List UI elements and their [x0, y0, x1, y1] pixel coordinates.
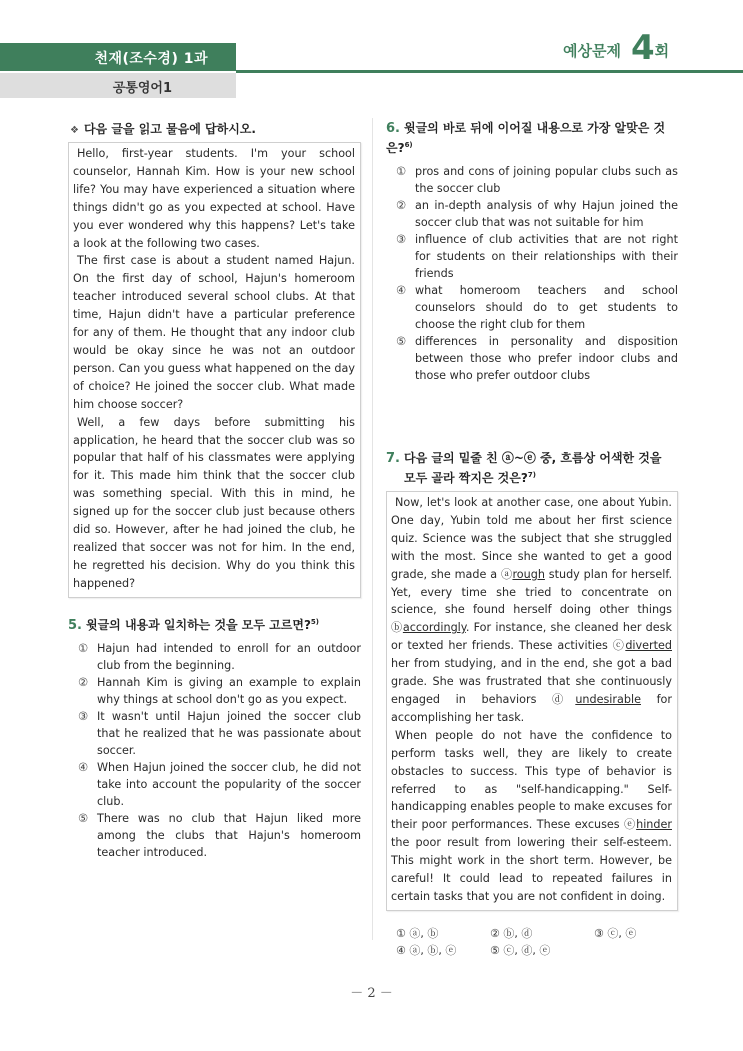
question-5-title	[68, 614, 361, 634]
option-text: pros and cons of joining popular clubs such as the soccer club	[415, 165, 678, 195]
page-number: － 2 －	[350, 986, 393, 1001]
option-item[interactable]	[78, 708, 361, 759]
option-item[interactable]	[396, 231, 678, 282]
option-item[interactable]	[78, 674, 361, 708]
subject-label: 공통영어1	[112, 81, 172, 96]
question-7-passage	[386, 491, 678, 911]
option-text: When Hajun joined the soccer club, he did not take into account the popularity of the soccer club.	[97, 760, 361, 808]
question-5-options	[68, 640, 361, 861]
passage-paragraph: The first case is about a student named Hajun. On the first day of school, Hajun's homeroom teacher introduced several school clubs. At that time, Hajun didn't have a particular preference for any of them. He thought that any indoor club would be okay since he was not an outdoor person. Can you guess what happened on the day of choice? He joined the soccer club. What made him choose soccer?	[73, 254, 355, 411]
option-marker: ②	[396, 199, 407, 212]
passage-paragraph: Hello, first-year students. I'm your school counselor, Hannah Kim. How is your new school life? You may have experienced a situation where things didn't go as you expected at school. Have you ever wondered why this happens? Let's take a look at the following two cases.	[73, 147, 355, 250]
option-marker: ①	[396, 165, 407, 178]
passage-paragraph: Well, a few days before submitting his application, he heard that the soccer club was so popular that half of his classmates were applying for it. This made him think that the soccer club was something special. With this in mind, he signed up for the soccer club just because others did so. However, after he had joined the club, he realized that soccer was not for him. In the end, he regretted his decision. Why do you think this happened?	[73, 415, 355, 590]
option-marker: ②	[490, 926, 500, 940]
question-number: 5.	[68, 617, 82, 633]
option-text: influence of club activities that are not right for students on their relationships with their friends	[415, 233, 678, 280]
option-item[interactable]	[396, 197, 678, 231]
underlined-word-a: rough	[512, 567, 545, 581]
passage-text: When people do not have the confidence to perform tasks well, they are likely to create obstacles to success. This type of behavior is referred to as "self-handicapping." Self-handicapping enables people to make excuses for their poor performances. These excuses	[391, 728, 672, 832]
option-item[interactable]	[78, 810, 361, 861]
option-marker: ⑤	[490, 943, 500, 957]
marker-a: ⓐ	[500, 567, 513, 581]
option-item[interactable]	[78, 640, 361, 674]
passage-text: . For instance, she cleaned her desk or texted her friends. These activities	[391, 621, 672, 653]
option-text: differences in personality and disposition between those who prefer indoor clubs and those who prefer outdoor clubs	[415, 335, 678, 382]
option-text: Hajun had intended to enroll for an outdoor club from the beginning.	[97, 641, 361, 672]
option-marker: ④	[396, 943, 406, 957]
answer-choice[interactable]	[396, 925, 490, 942]
answer-choice[interactable]	[396, 942, 490, 959]
answer-text: ⓐ, ⓑ	[409, 926, 439, 940]
question-text: 윗글의 내용과 일치하는 것을 모두 고르면?	[85, 617, 311, 632]
question-text: 윗글의 바로 뒤에 이어질 내용으로 가장 알맞은 것은?	[386, 121, 666, 155]
underlined-word-d: undesirable	[575, 692, 641, 706]
question-number: 7.	[386, 451, 400, 466]
option-marker: ①	[396, 926, 406, 940]
marker-d: ⓓ	[552, 692, 576, 706]
question-7-title	[386, 450, 678, 487]
answer-text: ⓒ, ⓔ	[607, 926, 637, 940]
marker-b: ⓑ	[391, 621, 403, 635]
passage-text: study plan for herself. Yet, every time she tried to concentrate on science, she found herself doing other things	[391, 567, 672, 617]
marker-e: ⓔ	[624, 818, 637, 832]
reading-passage	[68, 142, 361, 598]
footnote-ref: 7)	[527, 471, 536, 479]
answer-text: ⓑ, ⓓ	[503, 926, 533, 940]
option-item[interactable]	[396, 333, 678, 384]
option-marker: ③	[594, 926, 604, 940]
option-marker: ②	[78, 675, 89, 689]
passage-text: Now, let's look at another case, one about Yubin. One day, Yubin told me about her first science quiz. Science was the subject that she struggled with the most. Since she wanted to get a good grade, she made a	[391, 496, 672, 581]
exam-label: 예상문제	[563, 42, 621, 60]
diamond-bullet-icon: ❖	[70, 125, 79, 136]
footnote-ref: 6)	[404, 141, 413, 149]
passage-text: the poor result from lowering their self-esteem. This might work in the short term. However, be careful! It could lead to repeated failures in certain tasks that you are not confident in doing.	[391, 836, 672, 903]
option-marker: ④	[396, 284, 407, 297]
passage-text: for accomplishing her task.	[391, 692, 672, 724]
question-number: 6.	[386, 121, 400, 136]
instruction-text: 다음 글을 읽고 물음에 답하시오.	[83, 122, 256, 136]
underlined-word-b: accordingly	[402, 621, 466, 635]
underlined-word-c: diverted	[625, 639, 672, 653]
question-6-title	[386, 120, 678, 157]
option-item[interactable]	[78, 759, 361, 810]
option-marker: ⑤	[396, 335, 407, 348]
option-text: what homeroom teachers and school counselors should do to get students to choose the right club for them	[415, 284, 678, 331]
option-item[interactable]	[396, 163, 678, 197]
option-text: an in-depth analysis of why Hajun joined the soccer club that was not suitable for him	[415, 199, 678, 229]
question-text-line1: 다음 글의 밑줄 친 ⓐ~ⓔ 중, 흐름상 어색한 것을	[403, 451, 662, 465]
option-marker: ⑤	[78, 811, 89, 825]
marker-c: ⓒ	[612, 639, 626, 653]
footnote-ref: 5)	[310, 617, 319, 626]
answer-choice[interactable]	[490, 942, 550, 959]
option-text: Hannah Kim is giving an example to explain why things at school don't go as you expect.	[97, 675, 361, 706]
option-marker: ③	[78, 709, 89, 723]
instruction	[70, 120, 361, 142]
passage-text: her from studying, and in the end, she got a bad grade. She was frustrated that she continuously engaged in behaviors	[391, 657, 672, 706]
right-column	[386, 120, 678, 959]
header-divider-line	[236, 70, 743, 73]
answer-choice[interactable]	[594, 925, 636, 942]
question-text-line2: 모두 골라 짝지은 것은?	[404, 471, 528, 485]
option-text: There was no club that Hajun liked more among the clubs that Hajun's homeroom teacher introduced.	[97, 811, 361, 859]
lesson-header-bar	[0, 43, 236, 71]
subject-header-bar	[0, 73, 236, 98]
passage-paragraph	[391, 727, 672, 906]
exam-number: 4	[630, 28, 655, 68]
underlined-word-e: hinder	[636, 818, 672, 832]
answer-text: ⓐ, ⓑ, ⓔ	[409, 943, 457, 957]
answer-text: ⓒ, ⓓ, ⓔ	[503, 943, 551, 957]
passage-paragraph	[391, 494, 672, 727]
question-7-answers	[386, 925, 678, 959]
option-marker: ④	[78, 760, 89, 774]
answer-choice[interactable]	[490, 925, 594, 942]
question-6-options	[386, 163, 678, 384]
option-item[interactable]	[396, 282, 678, 333]
option-marker: ①	[78, 641, 89, 655]
exam-suffix: 회	[654, 42, 670, 60]
publisher-lesson-label: 천재(조수경) 1과	[94, 51, 208, 67]
exam-title	[563, 28, 670, 68]
left-column	[68, 120, 361, 861]
column-divider	[372, 118, 373, 940]
option-marker: ③	[396, 233, 407, 246]
option-text: It wasn't until Hajun joined the soccer club that he realized that he was passionate about soccer.	[97, 709, 361, 757]
